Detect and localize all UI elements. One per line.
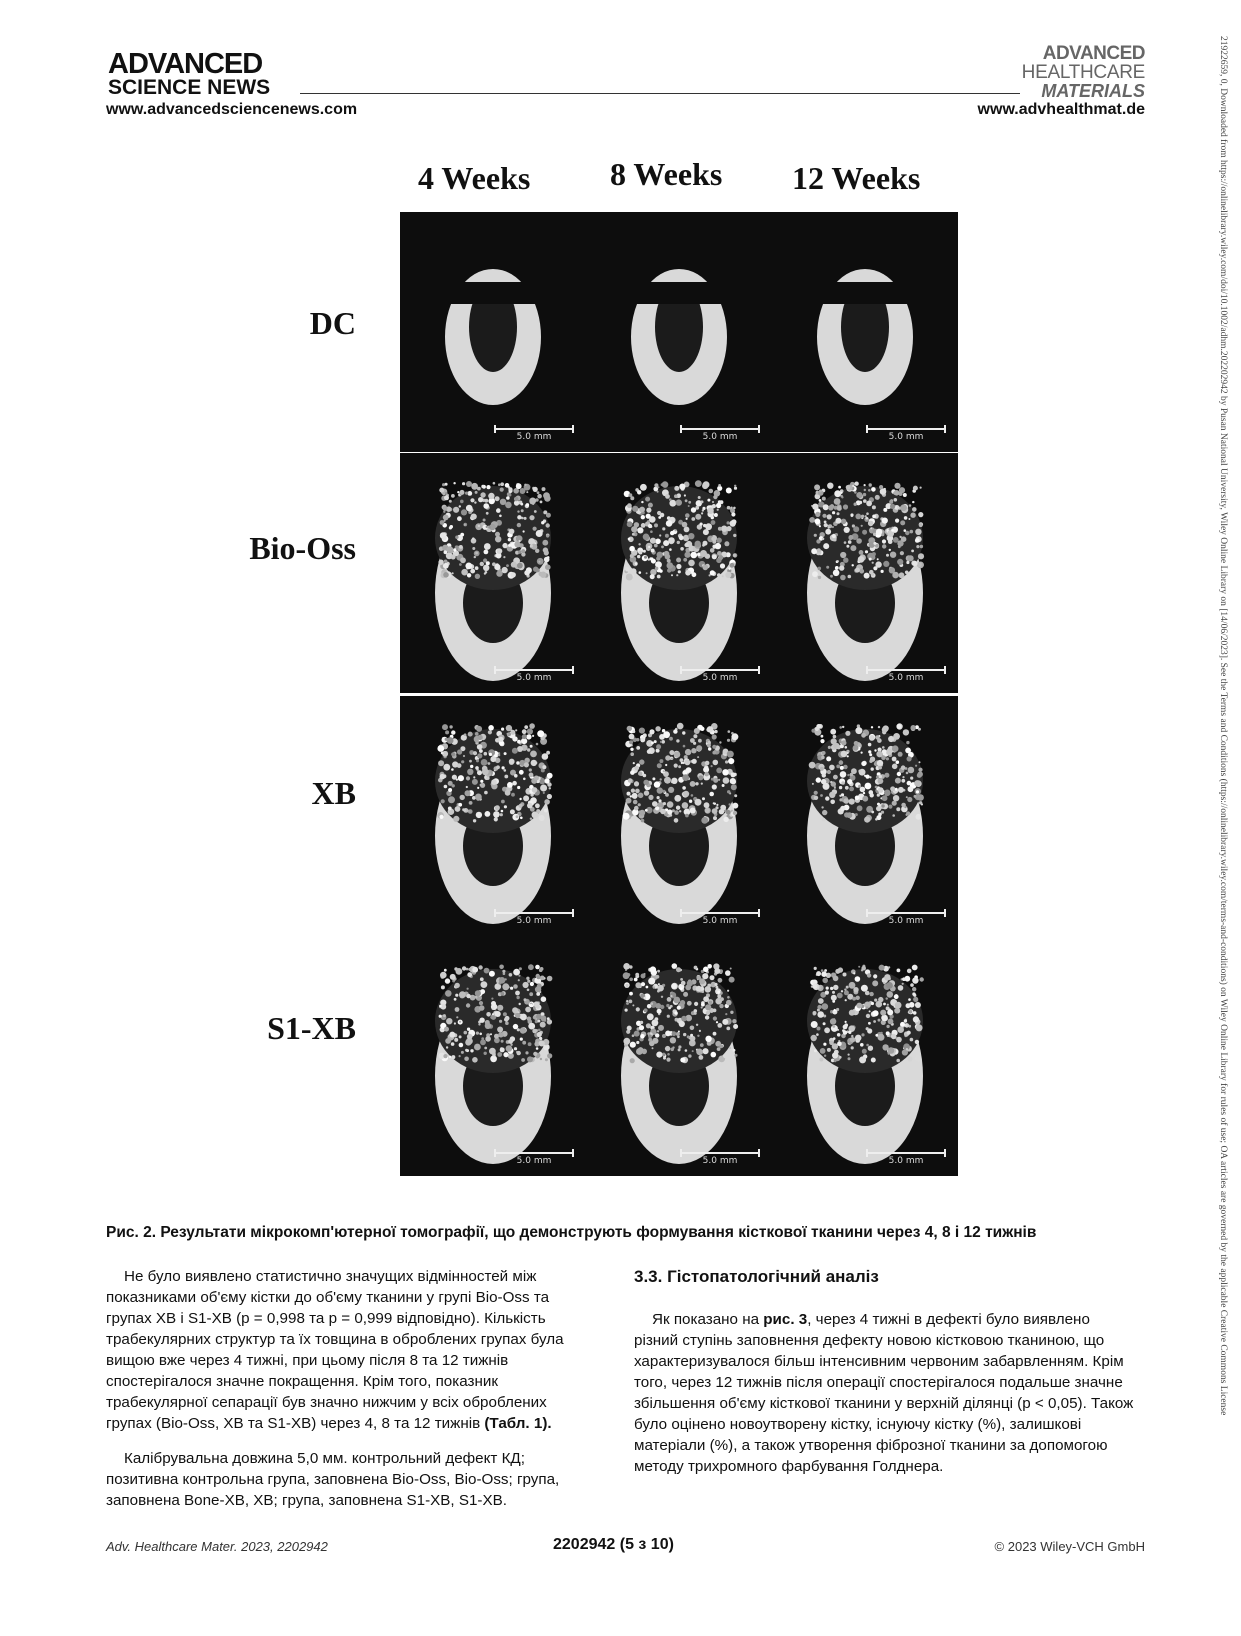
scale-bar-line [494, 1152, 574, 1154]
footer-page-number: 2202942 (5 з 10) [553, 1536, 674, 1553]
scan-bio-oss-8-weeks [586, 453, 772, 693]
scale-bar [680, 669, 760, 685]
scan-s1-xb-12-weeks [772, 936, 958, 1176]
scan-dc-4-weeks [400, 212, 586, 452]
scale-bar [680, 1152, 760, 1168]
scale-bar-line [866, 669, 946, 671]
row-label-xb: XB [311, 775, 356, 811]
paragraph-histology [634, 1309, 1134, 1477]
scale-bar [680, 912, 760, 928]
footer-journal: Adv. Healthcare Mater. 2023, 2202942 [106, 1539, 328, 1554]
row-label-bio-oss: Bio-Oss [249, 530, 356, 566]
column-title-8-weeks: 8 Weeks [610, 156, 723, 192]
publisher-logo-line2: SCIENCE NEWS [108, 76, 271, 99]
scale-bar-line [494, 912, 574, 914]
scale-bar-label: 5.0 mm [888, 916, 924, 926]
paragraph-histology-text-a: Як показано на [652, 1311, 764, 1328]
left-column [106, 1266, 596, 1525]
scale-bar-label: 5.0 mm [888, 1156, 924, 1166]
figure-reference[interactable]: рис. 3 [763, 1311, 808, 1328]
journal-logo-line1: ADVANCED [1042, 43, 1145, 64]
scan-dc-12-weeks [772, 212, 958, 452]
table-reference[interactable]: (Табл. 1). [484, 1415, 552, 1432]
row-label-dc: DC [309, 305, 356, 341]
scale-bar-line [866, 1152, 946, 1154]
scale-bar [866, 1152, 946, 1168]
scale-bar [866, 912, 946, 928]
scan-s1-xb-8-weeks [586, 936, 772, 1176]
journal-url[interactable]: www.advhealthmat.de [977, 101, 1145, 118]
scale-bar-label: 5.0 mm [516, 673, 552, 683]
scale-bar-label: 5.0 mm [888, 673, 924, 683]
scale-bar-label: 5.0 mm [702, 916, 738, 926]
scale-bar-line [866, 912, 946, 914]
scan-dc-8-weeks [586, 212, 772, 452]
scan-xb-8-weeks [586, 696, 772, 936]
journal-logo-line2: HEALTHCARE [1021, 62, 1145, 83]
scale-bar-label: 5.0 mm [702, 673, 738, 683]
scale-bar [494, 669, 574, 685]
scan-bio-oss-12-weeks [772, 453, 958, 693]
journal-logo-line3: MATERIALS [1041, 81, 1145, 101]
scale-bar-line [680, 428, 760, 430]
scale-bar-label: 5.0 mm [702, 1156, 738, 1166]
scale-bar-line [494, 669, 574, 671]
row-label-s1-xb: S1-XB [267, 1010, 356, 1046]
scale-bar-label: 5.0 mm [702, 432, 738, 442]
footer-copyright: © 2023 Wiley-VCH GmbH [994, 1539, 1145, 1554]
header-rule [300, 93, 1020, 94]
paragraph-statistics [106, 1266, 596, 1434]
scale-bar-line [680, 1152, 760, 1154]
scan-xb-4-weeks [400, 696, 586, 936]
scan-bio-oss-4-weeks [400, 453, 586, 693]
scan-s1-xb-4-weeks [400, 936, 586, 1176]
scale-bar-line [866, 428, 946, 430]
scale-bar-label: 5.0 mm [516, 432, 552, 442]
scale-bar-label: 5.0 mm [888, 432, 924, 442]
scale-bar [494, 1152, 574, 1168]
scale-bar [866, 428, 946, 444]
column-title-12-weeks: 12 Weeks [792, 160, 921, 196]
download-notice: 21922659, 0, Downloaded from https://onlinelibrary.wiley.com/doi/10.1002/adhm.202202942 by Pusan National University, Wiley Online Library on [14/06/2023]. See the Terms and Conditions (https://onlinelibrary.wiley.com/terms-and-conditions) on Wiley Online Library for rules of use; OA articles are governed by the applicable Creative Commons License [1218, 36, 1228, 1416]
paragraph-statistics-text: Не було виявлено статистично значущих відмінностей між показниками об'єму кістки до об'єму тканини у групі Bio-Oss та групах XB і S1-XB (p = 0,998 та p = 0,999 відповідно). Кількість трабекулярних структур та їх товщина в оброблених групах була вищою вже через 4 тижні, при цьому після 8 та 12 тижнів спостерігалося значне покращення. Крім того, показник трабекулярної сепарації був значно нижчим у всіх оброблених групах (Bio-Oss, XB та S1-XB) через 4, 8 та 12 тижнів [106, 1268, 564, 1432]
scale-bar-label: 5.0 mm [516, 916, 552, 926]
scale-bar [494, 912, 574, 928]
right-column [634, 1266, 1134, 1477]
section-heading: 3.3. Гістопатологічний аналіз [634, 1267, 879, 1286]
scale-bar-line [494, 428, 574, 430]
scale-bar [494, 428, 574, 444]
paragraph-histology-text-b: , через 4 тижні в дефекті було виявлено різний ступінь заповнення дефекту новою кістковою тканиною, що характеризувалося більш інтенсивним червоним забарвленням. Крім того, через 12 тижнів після операції спостерігалося подальше значне збільшення об'єму кісткової тканини у верхній ділянці (p < 0,05). Також було оцінено новоутворену кістку, існуючу кістку (%), залишкові матеріали (%), а також утворення фіброзної тканини за допомогою методу трихромного фарбування Голднера. [634, 1311, 1134, 1475]
column-title-4-weeks: 4 Weeks [418, 160, 531, 196]
publisher-logo-line1: ADVANCED [108, 48, 263, 80]
microct-figure [240, 150, 1020, 1230]
publisher-logo [108, 50, 270, 98]
journal-logo [1022, 44, 1145, 100]
paragraph-legend: Калібрувальна довжина 5,0 мм. контрольний дефект КД; позитивна контрольна група, заповнена Bio-Oss, Bio-Oss; група, заповнена Bone-XB, XB; група, заповнена S1-XB, S1-XB. [106, 1450, 560, 1509]
figure-caption: Рис. 2. Результати мікрокомп'ютерної томографії, що демонструють формування кісткової тканини через 4, 8 і 12 тижнів [106, 1224, 1037, 1241]
scale-bar-label: 5.0 mm [516, 1156, 552, 1166]
scan-xb-12-weeks [772, 696, 958, 936]
publisher-url[interactable]: www.advancedsciencenews.com [106, 101, 358, 118]
scale-bar-line [680, 669, 760, 671]
scale-bar [866, 669, 946, 685]
scale-bar-line [680, 912, 760, 914]
scale-bar [680, 428, 760, 444]
